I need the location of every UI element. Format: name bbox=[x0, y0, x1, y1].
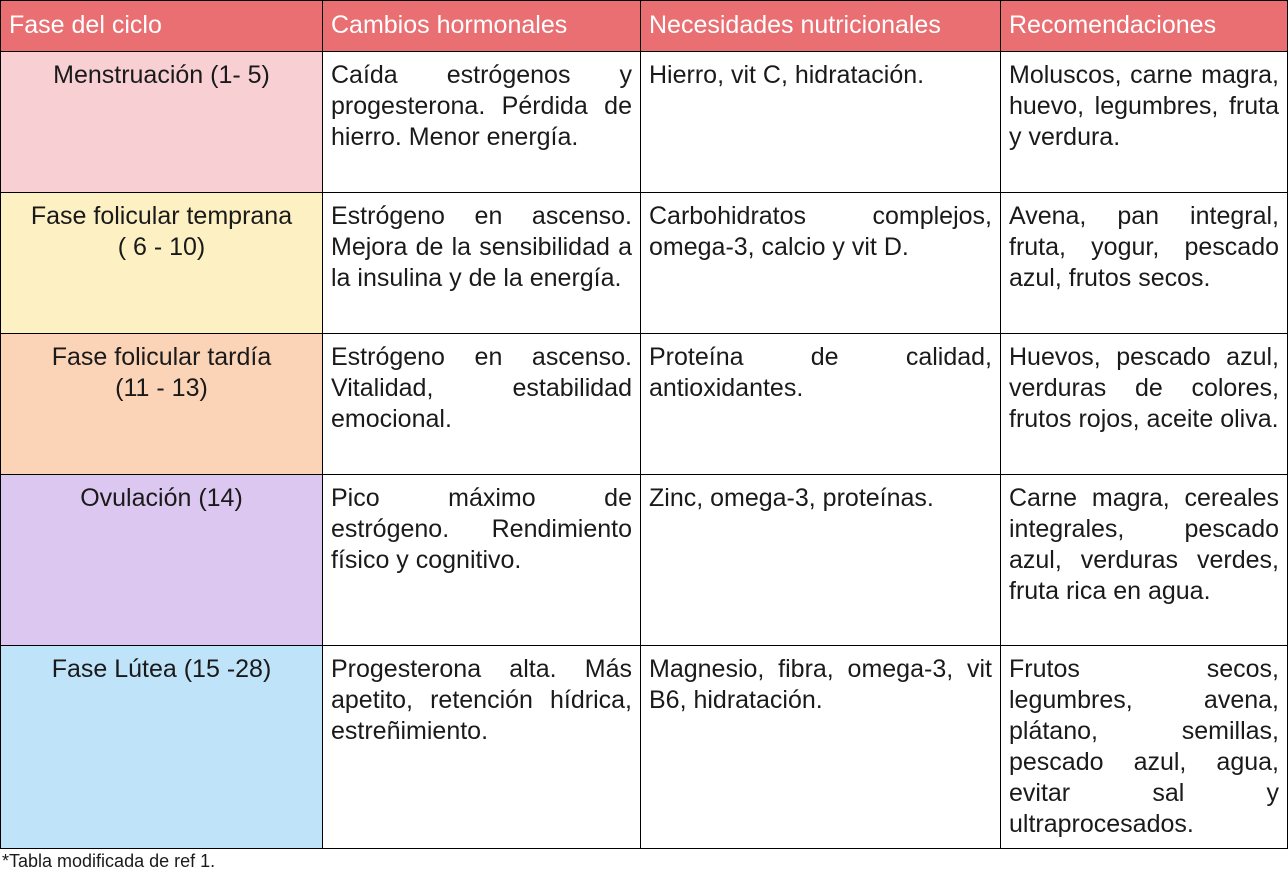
recommendations-cell: Frutos secos, legumbres, avena, plátano, semillas, pescado azul, agua, evitar sal y ultraprocesados. bbox=[1001, 646, 1288, 849]
phase-days: ( 6 - 10) bbox=[117, 233, 206, 261]
table-row bbox=[1, 475, 1288, 646]
header-recommendations: Recomendaciones bbox=[1001, 1, 1288, 52]
phase-label: Menstruación (1- 5) bbox=[53, 61, 270, 89]
hormonal-changes-cell: Caída estrógenos y progesterona. Pérdida de hierro. Menor energía. bbox=[323, 52, 641, 193]
header-nutritional-needs: Necesidades nutricionales bbox=[641, 1, 1001, 52]
nutritional-needs-cell: Magnesio, fibra, omega-3, vit B6, hidratación. bbox=[641, 646, 1001, 849]
phase-label: Fase Lútea (15 -28) bbox=[51, 655, 272, 683]
phase-cell-lutea bbox=[1, 646, 323, 849]
phase-cell-folicular-temprana bbox=[1, 193, 323, 334]
phase-label: Ovulación (14) bbox=[80, 484, 243, 512]
table-row bbox=[1, 646, 1288, 849]
table-row bbox=[1, 334, 1288, 475]
table-row bbox=[1, 52, 1288, 193]
phase-label: Fase folicular tardía bbox=[51, 343, 272, 371]
header-phase: Fase del ciclo bbox=[1, 1, 323, 52]
hormonal-changes-cell: Estrógeno en ascenso. Vitalidad, estabilidad emocional. bbox=[323, 334, 641, 475]
phase-label: Fase folicular temprana bbox=[30, 202, 293, 230]
header-hormonal-changes: Cambios hormonales bbox=[323, 1, 641, 52]
footnote: *Tabla modificada de ref 1. bbox=[2, 851, 216, 871]
phase-cell-folicular-tardia bbox=[1, 334, 323, 475]
table-row bbox=[1, 193, 1288, 334]
nutritional-needs-cell: Carbohidratos complejos, omega-3, calcio y vit D. bbox=[641, 193, 1001, 334]
table-header-row bbox=[1, 1, 1288, 52]
phase-days: (11 - 13) bbox=[115, 374, 208, 402]
phase-cell-menstruacion bbox=[1, 52, 323, 193]
nutritional-needs-cell: Zinc, omega-3, proteínas. bbox=[641, 475, 1001, 646]
recommendations-cell: Carne magra, cereales integrales, pescado azul, verduras verdes, fruta rica en agua. bbox=[1001, 475, 1288, 646]
hormonal-changes-cell: Estrógeno en ascenso. Mejora de la sensibilidad a la insulina y de la energía. bbox=[323, 193, 641, 334]
nutritional-needs-cell: Hierro, vit C, hidratación. bbox=[641, 52, 1001, 193]
nutritional-needs-cell: Proteína de calidad, antioxidantes. bbox=[641, 334, 1001, 475]
recommendations-cell: Avena, pan integral, fruta, yogur, pescado azul, frutos secos. bbox=[1001, 193, 1288, 334]
recommendations-cell: Huevos, pescado azul, verduras de colores, frutos rojos, aceite oliva. bbox=[1001, 334, 1288, 475]
hormonal-changes-cell: Pico máximo de estrógeno. Rendimiento físico y cognitivo. bbox=[323, 475, 641, 646]
phase-cell-ovulacion bbox=[1, 475, 323, 646]
recommendations-cell: Moluscos, carne magra, huevo, legumbres, fruta y verdura. bbox=[1001, 52, 1288, 193]
hormonal-changes-cell: Progesterona alta. Más apetito, retención hídrica, estreñimiento. bbox=[323, 646, 641, 849]
